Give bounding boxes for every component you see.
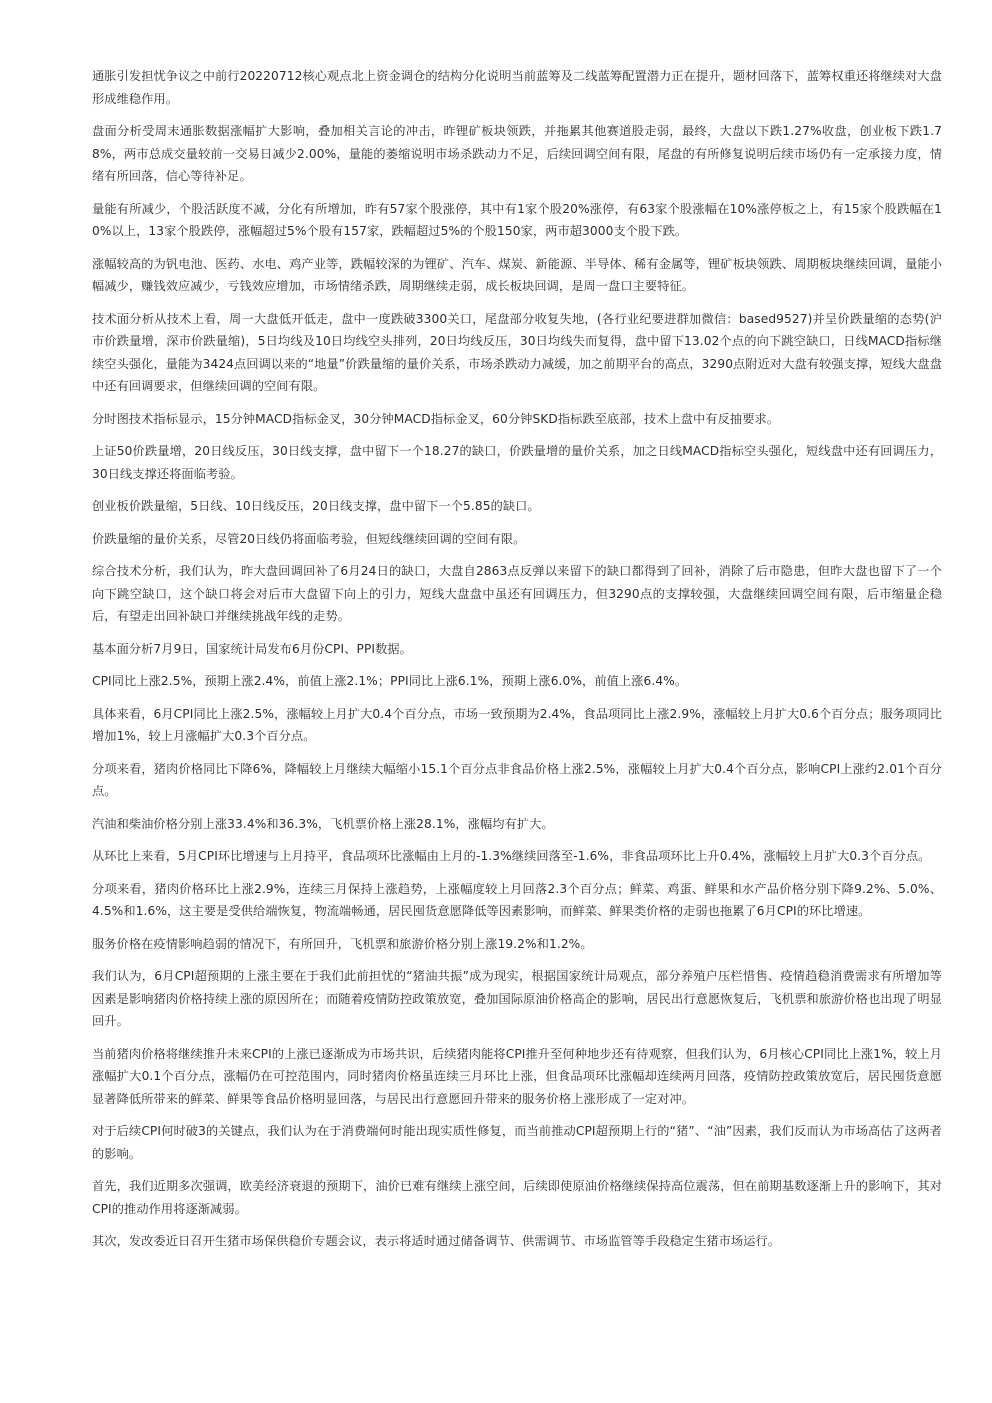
paragraph-9: 价跌量缩的量价关系，尽管20日线仍将面临考验，但短线继续回调的空间有限。 [92,531,526,546]
paragraph-3: 量能有所减少，个股活跃度不减，分化有所增加，昨有57家个股涨停，其中有1家个股20%涨停，有63家个股涨幅在10%涨停板之上，有15家个股跌幅在10%以上，13家个股跌停，涨幅超过5%个股有157家，跌幅超过5%的个股150家，两市超3000支个股下跌。 [92,201,942,238]
paragraph-14: 分项来看，猪肉价格同比下降6%，降幅较上月继续大幅缩小15.1个百分点非食品价格上涨2.5%，涨幅较上月扩大0.4个百分点，影响CPI上涨约2.01个百分点。 [92,761,942,798]
paragraph-22: 首先，我们近期多次强调，欧美经济衰退的预期下，油价已难有继续上涨空间，后续即使原油价格继续保持高位震荡，但在前期基数逐渐上升的影响下，其对CPI的推动作用将逐渐减弱。 [92,1179,942,1216]
paragraph-13: 具体来看，6月CPI同比上涨2.5%，涨幅较上月扩大0.4个百分点，市场一致预期为2.4%，食品项同比上涨2.9%，涨幅较上月扩大0.6个百分点；服务项同比增加1%，较上月涨幅扩大0.3个百分点。 [92,706,942,743]
paragraph-2: 盘面分析受周末通胀数据涨幅扩大影响，叠加相关言论的冲击，昨锂矿板块领跌，并拖累其他赛道股走弱，最终，大盘以下跌1.27%收盘，创业板下跌1.78%，两市总成交量较前一交易日减少2.00%，量能的萎缩说明市场杀跌动力不足，后续回调空间有限，尾盘的有所修复说明后续市场仍有一定承接力度，情绪有所回落，信心等待补足。 [92,124,942,183]
paragraph-17: 分项来看，猪肉价格环比上涨2.9%，连续三月保持上涨趋势，上涨幅度较上月回落2.3个百分点；鲜菜、鸡蛋、鲜果和水产品价格分别下降9.2%、5.0%、4.5%和1.6%，这主要是受供给端恢复，物流端畅通，居民囤货意愿降低等因素影响，而鲜菜、鲜果类价格的走弱也拖累了6月CPI的环比增速。 [92,881,942,918]
paragraph-5: 技术面分析从技术上看，周一大盘低开低走，盘中一度跌破3300关口，尾盘部分收复失地，(各行业纪要进群加微信：based9527)并呈价跌量缩的态势(沪市价跌量增，深市价跌量缩)，5日均线及10日均线空头排列，20日均线反压，30日均线失而复得，盘中留下13.02个点的向下跳空缺口，日线MACD指标继续空头强化，量能为3424点回调以来的“地量”价跌量缩的量价关系，市场杀跌动力减缓，加之前期平台的高点，3290点附近对大盘有较强支撑，短线大盘盘中还有回调要求，但继续回调的空间有限。 [92,311,942,393]
paragraph-12: CPI同比上涨2.5%，预期上涨2.4%，前值上涨2.1%；PPI同比上涨6.1%，预期上涨6.0%，前值上涨6.4%。 [92,674,688,688]
paragraph-19: 我们认为，6月CPI超预期的上涨主要在于我们此前担忧的“猪油共振”成为现实，根据国家统计局观点，部分养殖户压栏惜售、疫情趋稳消费需求有所增加等因素是影响猪肉价格持续上涨的原因所在；而随着疫情防控政策放宽，叠加国际原油价格高企的影响，居民出行意愿恢复后，飞机票和旅游价格也出现了明显回升。 [92,969,942,1028]
paragraph-20: 当前猪肉价格将继续推升未来CPI的上涨已逐渐成为市场共识，后续猪肉能将CPI推升至何种地步还有待观察，但我们认为，6月核心CPI同比上涨1%，较上月涨幅扩大0.1个百分点，涨幅仍在可控范围内，同时猪肉价格虽连续三月环比上涨，但食品项环比涨幅却连续两月回落，疫情防控政策放宽后，居民囤货意愿显著降低所带来的鲜菜、鲜果等食品价格明显回落，与居民出行意愿回升带来的服务价格上涨形成了一定对冲。 [92,1046,942,1106]
paragraph-7: 上证50价跌量增，20日线反压，30日线支撑，盘中留下一个18.27的缺口，价跌量增的量价关系，加之日线MACD指标空头强化，短线盘中还有回调压力，30日线支撑还将面临考验。 [92,444,942,481]
paragraph-15: 汽油和柴油价格分别上涨33.4%和36.3%，飞机票价格上涨28.1%，涨幅均有扩大。 [92,816,554,831]
paragraph-10: 综合技术分析，我们认为，昨大盘回调回补了6月24日的缺口，大盘自2863点反弹以来留下的缺口都得到了回补，消除了后市隐患，但昨大盘也留下了一个向下跳空缺口，这个缺口将会对后市大盘留下向上的引力，短线大盘盘中虽还有回调压力，但3290点的支撑较强，大盘继续回调空间有限，后市缩量企稳后，有望走出回补缺口并继续挑战年线的走势。 [92,564,942,623]
paragraph-18: 服务价格在疫情影响趋弱的情况下，有所回升，飞机票和旅游价格分别上涨19.2%和1.2%。 [92,936,593,951]
paragraph-23: 其次，发改委近日召开生猪市场保供稳价专题会议，表示将适时通过储备调节、供需调节、市场监管等手段稳定生猪市场运行。 [92,1234,781,1248]
paragraph-8: 创业板价跌量缩，5日线、10日线反压，20日线支撑，盘中留下一个5.85的缺口。 [92,499,540,513]
paragraph-11: 基本面分析7月9日，国家统计局发布6月份CPI、PPI数据。 [92,641,412,656]
paragraph-16: 从环比上来看，5月CPI环比增速与上月持平，食品项环比涨幅由上月的-1.3%继续回落至-1.6%，非食品项环比上升0.4%，涨幅较上月扩大0.3个百分点。 [92,849,931,863]
paragraph-4: 涨幅较高的为钒电池、医药、水电、鸡产业等，跌幅较深的为锂矿、汽车、煤炭、新能源、半导体、稀有金属等，锂矿板块领跌、周期板块继续回调，量能小幅减少，赚钱效应减少，亏钱效应增加，市场情绪杀跌，周期继续走弱，成长板块回调，是周一盘口主要特征。 [92,256,942,293]
paragraph-6: 分时图技术指标显示，15分钟MACD指标金叉，30分钟MACD指标金叉，60分钟SKD指标跌至底部，技术上盘中有反抽要求。 [92,411,780,426]
document-body [92,65,942,1263]
paragraph-21: 对于后续CPI何时破3的关键点，我们认为在于消费端何时能出现实质性修复，而当前推动CPI超预期上行的“猪”、“油”因素，我们反而认为市场高估了这两者的影响。 [92,1124,942,1161]
paragraph-1: 通胀引发担忧争议之中前行20220712核心观点北上资金调仓的结构分化说明当前蓝筹及二线蓝筹配置潜力正在提升，题材回落下，蓝筹权重还将继续对大盘形成维稳作用。 [92,69,942,106]
